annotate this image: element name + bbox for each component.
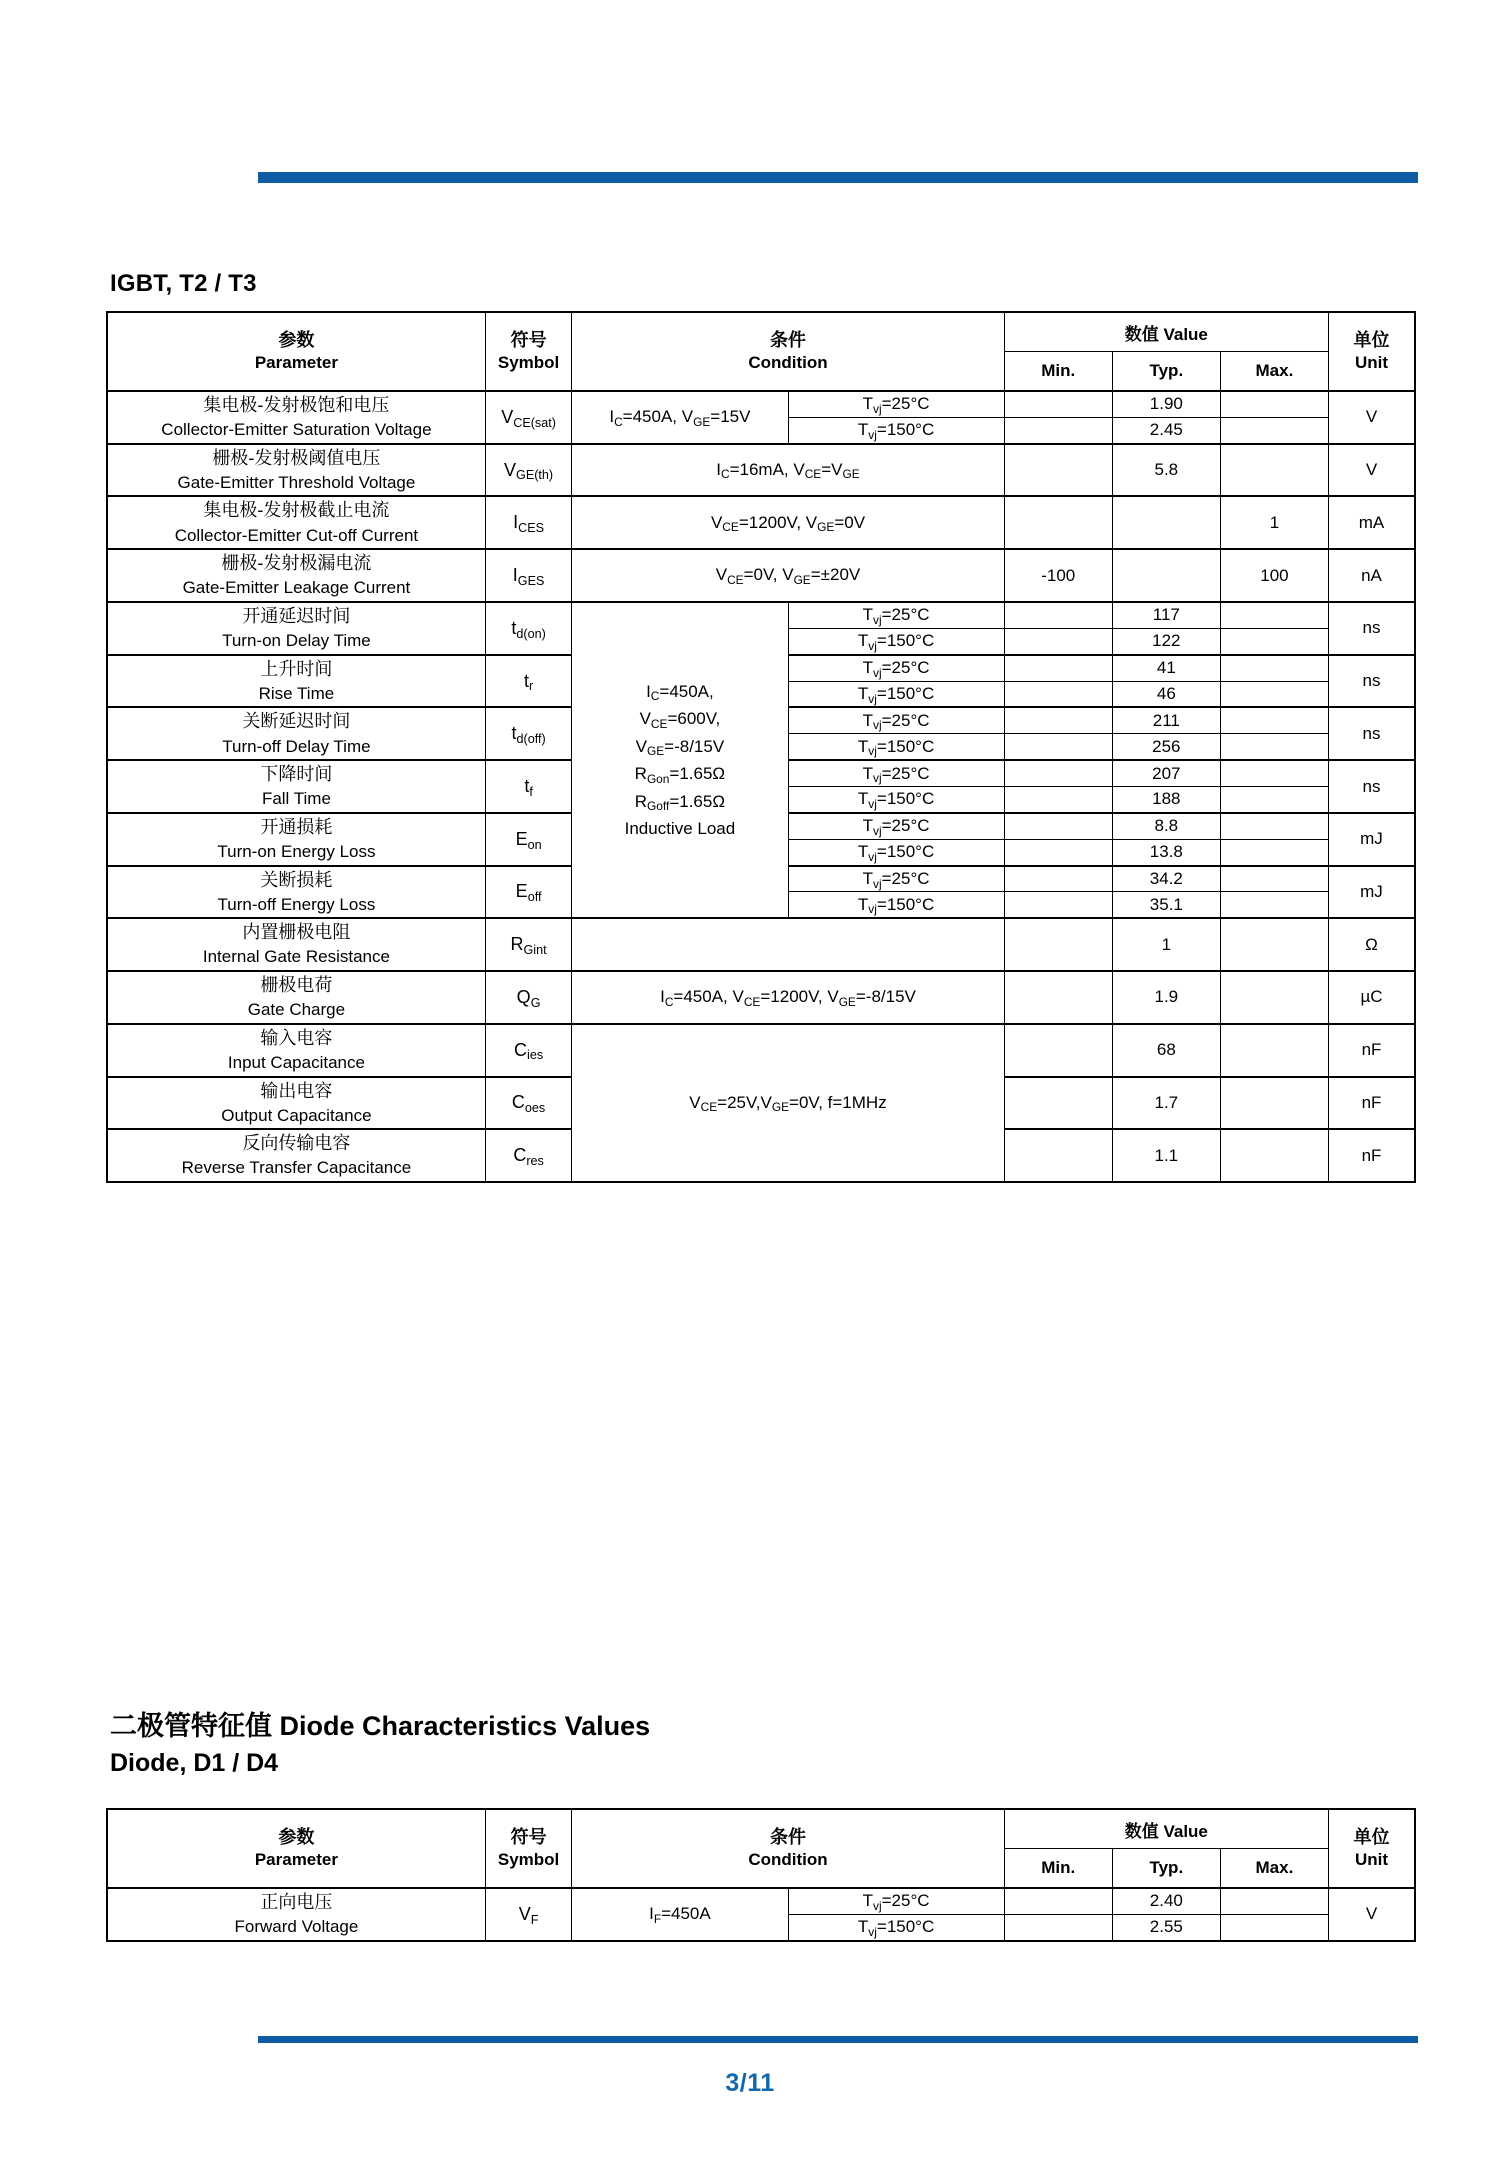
parameter-name-en: Input Capacitance <box>227 1052 365 1072</box>
parameter-name-en: Collector-Emitter Cut-off Current <box>174 525 419 545</box>
parameter-cell <box>107 444 485 497</box>
parameter-name-cn: 栅极电荷 <box>260 975 333 996</box>
condition-tvj: $T_{vj}=150^\circ C$ <box>788 734 1004 760</box>
unit-cell: nF <box>1328 1129 1415 1182</box>
value-max <box>1220 1888 1328 1914</box>
value-max <box>1220 391 1328 417</box>
unit-cell: mJ <box>1328 813 1415 866</box>
symbol-cell: $t_f$ <box>485 760 571 813</box>
diode-table-header <box>107 1809 1415 1888</box>
condition-tvj: $T_{vj}=25^\circ C$ <box>788 602 1004 628</box>
condition-tvj: $T_{vj}=150^\circ C$ <box>788 417 1004 443</box>
value-min <box>1004 839 1112 865</box>
parameter-cell <box>107 602 485 655</box>
table-row <box>107 496 1415 549</box>
symbol-cell: $E_{on}$ <box>485 813 571 866</box>
parameter-name-cn: 栅极-发射极漏电流 <box>221 553 372 574</box>
value-min <box>1004 707 1112 733</box>
value-min <box>1004 391 1112 417</box>
parameter-cell <box>107 866 485 919</box>
condition-cell: $I_C=450A$, $V_{CE}=1200V$, $V_{GE}=-8/15V$ <box>572 971 1004 1024</box>
table-row <box>107 918 1415 971</box>
value-min <box>1004 655 1112 681</box>
condition-tvj: $T_{vj}=150^\circ C$ <box>788 681 1004 707</box>
value-max <box>1220 1077 1328 1130</box>
value-typ: 1.7 <box>1112 1077 1220 1130</box>
unit-cell: V <box>1328 391 1415 444</box>
condition-tvj: $T_{vj}=150^\circ C$ <box>788 892 1004 918</box>
header-parameter: 参数 Parameter <box>107 312 485 391</box>
table-row <box>107 1888 1415 1914</box>
table-row <box>107 549 1415 602</box>
parameter-name-en: Collector-Emitter Saturation Voltage <box>161 420 432 440</box>
symbol-cell: $t_{d(on)}$ <box>485 602 571 655</box>
parameter-name-cn: 关断延迟时间 <box>242 711 351 732</box>
igbt-section-title: IGBT, T2 / T3 <box>110 270 257 297</box>
header-unit: 单位 Unit <box>1328 1809 1415 1888</box>
value-typ <box>1112 549 1220 602</box>
header-max: Max. <box>1220 1849 1328 1889</box>
condition-tvj: $T_{vj}=25^\circ C$ <box>788 1888 1004 1914</box>
header-max: Max. <box>1220 352 1328 392</box>
header-condition: 条件 Condition <box>572 312 1004 391</box>
value-max <box>1220 602 1328 628</box>
header-typ: Typ. <box>1112 352 1220 392</box>
parameter-name-en: Internal Gate Resistance <box>202 947 390 967</box>
parameter-cell <box>107 760 485 813</box>
condition-cell <box>572 918 1004 971</box>
parameter-name-en: Turn-on Energy Loss <box>217 841 376 861</box>
value-typ: 5.8 <box>1112 444 1220 497</box>
parameter-name-en: Forward Voltage <box>234 1917 359 1937</box>
value-typ: 1 <box>1112 918 1220 971</box>
value-min <box>1004 760 1112 786</box>
condition-tvj: $T_{vj}=25^\circ C$ <box>788 760 1004 786</box>
parameter-name-en: Fall Time <box>261 789 331 809</box>
value-typ: 256 <box>1112 734 1220 760</box>
value-min <box>1004 787 1112 813</box>
value-min <box>1004 444 1112 497</box>
header-symbol: 符号 Symbol <box>485 1809 571 1888</box>
value-min <box>1004 813 1112 839</box>
condition-tvj: $T_{vj}=25^\circ C$ <box>788 813 1004 839</box>
value-max <box>1220 892 1328 918</box>
value-typ: 46 <box>1112 681 1220 707</box>
parameter-cell <box>107 918 485 971</box>
parameter-name-cn: 输入电容 <box>260 1027 333 1048</box>
header-rule <box>258 172 1418 183</box>
condition-cell: $I_C=450A$, $V_{GE}=15V$ <box>572 391 788 444</box>
condition-cell-switching: $I_C=450A$, $V_{CE}=600V$, $V_{GE}=-8/15V$ $R_{Gon}=1.65\Omega$ $R_{Goff}=1.65\Omega$ Inductive Load <box>572 602 788 918</box>
parameter-cell <box>107 655 485 708</box>
parameter-name-cn: 栅极-发射极阈值电压 <box>212 447 381 468</box>
diode-title-line1: 二极管特征值 Diode Characteristics Values <box>110 1711 651 1741</box>
value-typ: 68 <box>1112 1024 1220 1077</box>
value-min <box>1004 1077 1112 1130</box>
parameter-name-cn: 正向电压 <box>260 1892 333 1912</box>
header-parameter: 参数 Parameter <box>107 1809 485 1888</box>
parameter-name-cn: 开通损耗 <box>260 816 333 837</box>
parameter-name-en: Turn-on Delay Time <box>222 631 371 651</box>
value-max <box>1220 655 1328 681</box>
header-typ: Typ. <box>1112 1849 1220 1889</box>
parameter-name-en: Gate-Emitter Leakage Current <box>182 578 411 598</box>
parameter-cell <box>107 549 485 602</box>
value-max: 100 <box>1220 549 1328 602</box>
value-min <box>1004 734 1112 760</box>
igbt-table-header <box>107 312 1415 391</box>
table-row <box>107 391 1415 417</box>
unit-cell: mA <box>1328 496 1415 549</box>
parameter-cell <box>107 1077 485 1130</box>
condition-tvj: $T_{vj}=25^\circ C$ <box>788 391 1004 417</box>
parameter-cell <box>107 1888 485 1941</box>
diode-table-body <box>107 1888 1415 1941</box>
value-typ: 34.2 <box>1112 866 1220 892</box>
value-min <box>1004 1129 1112 1182</box>
value-max <box>1220 971 1328 1024</box>
value-typ: 1.90 <box>1112 391 1220 417</box>
value-max <box>1220 866 1328 892</box>
condition-cell: $V_{CE}=1200V$, $V_{GE}=0V$ <box>572 496 1004 549</box>
footer-rule <box>258 2036 1418 2043</box>
value-typ: 188 <box>1112 787 1220 813</box>
value-max <box>1220 707 1328 733</box>
value-min <box>1004 496 1112 549</box>
symbol-cell: $Q_G$ <box>485 971 571 1024</box>
symbol-cell: $V_F$ <box>485 1888 571 1941</box>
header-unit: 单位 Unit <box>1328 312 1415 391</box>
value-min <box>1004 417 1112 443</box>
value-typ: 2.40 <box>1112 1888 1220 1914</box>
parameter-cell <box>107 496 485 549</box>
value-max <box>1220 734 1328 760</box>
value-min <box>1004 971 1112 1024</box>
value-max <box>1220 760 1328 786</box>
value-typ: 8.8 <box>1112 813 1220 839</box>
unit-cell: Ω <box>1328 918 1415 971</box>
value-typ: 41 <box>1112 655 1220 681</box>
parameter-name-cn: 下降时间 <box>260 764 333 785</box>
parameter-cell <box>107 1024 485 1077</box>
unit-cell: ns <box>1328 707 1415 760</box>
parameter-name-cn: 内置栅极电阻 <box>242 922 351 943</box>
parameter-name-en: Gate-Emitter Threshold Voltage <box>177 472 416 492</box>
condition-cell-capacitance: $V_{CE}=25V,V_{GE}=0V$, f=1MHz <box>572 1024 1004 1182</box>
parameter-name-en: Turn-off Delay Time <box>222 736 371 756</box>
value-typ: 1.1 <box>1112 1129 1220 1182</box>
diode-title-line2: Diode, D1 / D4 <box>110 1748 279 1777</box>
value-max <box>1220 628 1328 654</box>
unit-cell: V <box>1328 1888 1415 1941</box>
table-row <box>107 602 1415 628</box>
unit-cell: V <box>1328 444 1415 497</box>
symbol-cell: $t_r$ <box>485 655 571 708</box>
value-typ: 207 <box>1112 760 1220 786</box>
condition-cell: $V_{CE}=0V$, $V_{GE}=\pm 20V$ <box>572 549 1004 602</box>
value-typ: 117 <box>1112 602 1220 628</box>
parameter-cell <box>107 707 485 760</box>
unit-cell: ns <box>1328 760 1415 813</box>
unit-cell: nF <box>1328 1077 1415 1130</box>
symbol-cell: $I_{CES}$ <box>485 496 571 549</box>
igbt-characteristics-table <box>106 311 1416 1183</box>
value-max <box>1220 918 1328 971</box>
value-typ: 1.9 <box>1112 971 1220 1024</box>
parameter-cell <box>107 1129 485 1182</box>
igbt-table-body <box>107 391 1415 1182</box>
unit-cell: nF <box>1328 1024 1415 1077</box>
symbol-cell: $R_{Gint}$ <box>485 918 571 971</box>
value-min <box>1004 1024 1112 1077</box>
parameter-name-en: Turn-off Energy Loss <box>217 894 376 914</box>
header-min: Min. <box>1004 1849 1112 1889</box>
unit-cell: ns <box>1328 655 1415 708</box>
parameter-name-en: Reverse Transfer Capacitance <box>181 1158 412 1178</box>
value-typ: 35.1 <box>1112 892 1220 918</box>
condition-cell: $I_F=450A$ <box>572 1888 788 1941</box>
symbol-cell: $C_{res}$ <box>485 1129 571 1182</box>
unit-cell: ns <box>1328 602 1415 655</box>
value-max <box>1220 1129 1328 1182</box>
condition-tvj: $T_{vj}=150^\circ C$ <box>788 787 1004 813</box>
value-min <box>1004 628 1112 654</box>
value-max <box>1220 839 1328 865</box>
condition-tvj: $T_{vj}=150^\circ C$ <box>788 839 1004 865</box>
unit-cell: mJ <box>1328 866 1415 919</box>
value-max: 1 <box>1220 496 1328 549</box>
value-max <box>1220 444 1328 497</box>
parameter-cell <box>107 971 485 1024</box>
header-symbol: 符号 Symbol <box>485 312 571 391</box>
header-value-group: 数值 Value <box>1004 1809 1328 1849</box>
table-row <box>107 444 1415 497</box>
header-value-group: 数值 Value <box>1004 312 1328 352</box>
value-typ: 211 <box>1112 707 1220 733</box>
symbol-cell: $C_{ies}$ <box>485 1024 571 1077</box>
unit-cell: µC <box>1328 971 1415 1024</box>
condition-cell: $I_C=16mA$, $V_{CE}=V_{GE}$ <box>572 444 1004 497</box>
value-typ: 13.8 <box>1112 839 1220 865</box>
parameter-name-cn: 上升时间 <box>260 658 333 679</box>
parameter-name-cn: 反向传输电容 <box>242 1133 351 1154</box>
value-min <box>1004 1888 1112 1914</box>
value-max <box>1220 813 1328 839</box>
value-min <box>1004 681 1112 707</box>
value-max <box>1220 787 1328 813</box>
value-max <box>1220 417 1328 443</box>
page-number: 3/11 <box>725 2069 775 2097</box>
condition-tvj: $T_{vj}=25^\circ C$ <box>788 655 1004 681</box>
parameter-name-en: Gate Charge <box>247 1000 346 1020</box>
parameter-cell <box>107 813 485 866</box>
symbol-cell: $t_{d(off)}$ <box>485 707 571 760</box>
symbol-cell: $C_{oes}$ <box>485 1077 571 1130</box>
parameter-name-cn: 集电极-发射极截止电流 <box>203 500 390 521</box>
header-min: Min. <box>1004 352 1112 392</box>
diode-characteristics-table <box>106 1808 1416 1942</box>
value-min <box>1004 1914 1112 1940</box>
value-max <box>1220 1914 1328 1940</box>
value-min <box>1004 918 1112 971</box>
condition-tvj: $T_{vj}=150^\circ C$ <box>788 628 1004 654</box>
parameter-cell <box>107 391 485 444</box>
symbol-cell: $E_{off}$ <box>485 866 571 919</box>
parameter-name-en: Output Capacitance <box>221 1105 372 1125</box>
value-typ: 122 <box>1112 628 1220 654</box>
symbol-cell: $V_{CE(sat)}$ <box>485 391 571 444</box>
value-max <box>1220 681 1328 707</box>
value-typ: 2.55 <box>1112 1914 1220 1940</box>
value-min: -100 <box>1004 549 1112 602</box>
value-min <box>1004 602 1112 628</box>
table-row <box>107 1024 1415 1077</box>
parameter-name-en: Rise Time <box>258 683 335 703</box>
parameter-name-cn: 开通延迟时间 <box>242 605 351 626</box>
value-min <box>1004 866 1112 892</box>
symbol-cell: $I_{GES}$ <box>485 549 571 602</box>
value-max <box>1220 1024 1328 1077</box>
value-typ <box>1112 496 1220 549</box>
symbol-cell: $V_{GE(th)}$ <box>485 444 571 497</box>
table-row <box>107 971 1415 1024</box>
value-typ: 2.45 <box>1112 417 1220 443</box>
condition-tvj: $T_{vj}=25^\circ C$ <box>788 707 1004 733</box>
diode-section-title <box>110 1708 650 1781</box>
parameter-name-cn: 关断损耗 <box>260 869 333 890</box>
condition-tvj: $T_{vj}=150^\circ C$ <box>788 1914 1004 1940</box>
parameter-name-cn: 集电极-发射极饱和电压 <box>203 395 390 415</box>
condition-tvj: $T_{vj}=25^\circ C$ <box>788 866 1004 892</box>
unit-cell: nA <box>1328 549 1415 602</box>
header-condition: 条件 Condition <box>572 1809 1004 1888</box>
parameter-name-cn: 输出电容 <box>260 1080 333 1101</box>
value-min <box>1004 892 1112 918</box>
